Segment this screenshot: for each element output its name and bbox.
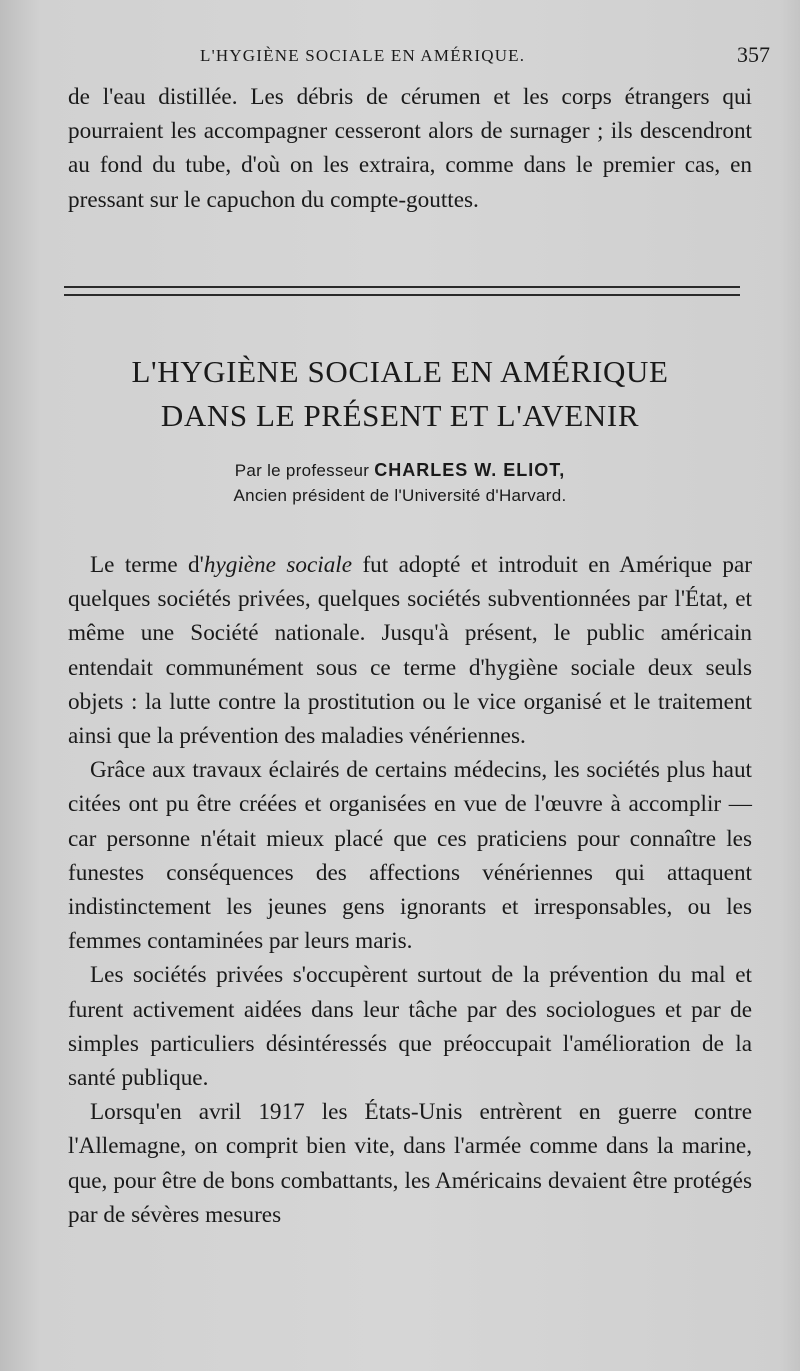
running-head: [70, 42, 770, 72]
paragraph-3: Les sociétés privées s'occupèrent surtout de la prévention du mal et furent activement aidées dans leur tâche par des sociologues et par de simples particuliers désintéressés que préoccupait l'amélioration de la santé publique.: [68, 962, 752, 1092]
paragraph-4: Lorsqu'en avril 1917 les États-Unis entrèrent en guerre contre l'Allemagne, on comprit bien vite, dans l'armée comme dans la marine, que, pour être de bons combattants, les Américains devaient être protégés par de sévères mesures: [68, 1099, 752, 1228]
paragraph-1-emphasis: hygiène sociale: [203, 552, 353, 578]
author-name: CHARLES W. ELIOT,: [374, 460, 566, 480]
article-title: [0, 350, 800, 438]
divider-rule-bottom: [64, 294, 740, 296]
divider-rule-top: [64, 286, 740, 288]
article-body: [68, 548, 752, 1232]
author-line: [0, 458, 800, 483]
title-line-2: DANS LE PRÉSENT ET L'AVENIR: [160, 398, 640, 433]
section-divider: [64, 286, 740, 296]
paragraph-2: Grâce aux travaux éclairés de certains médecins, les sociétés plus haut citées ont pu être créées et organisées en vue de l'œuvre à accomplir — car personne n'était mieux placé que ces praticiens pour connaître les funestes conséquences des affections vénériennes qui attaquent indistinctement les jeunes gens ignorants et irresponsables, ou les femmes contaminées par leurs maris.: [68, 757, 752, 955]
paragraph-1-rest: fut adopté et introduit en Amérique par quelques sociétés privées, quelques sociétés subventionnées par l'État, et même une Société nationale. Jusqu'à présent, le public américain entendait communément sous ce terme d'hygiène sociale deux seuls objets : la lutte contre la prostitution ou le vice organisé et le traitement ainsi que la prévention des maladies vénériennes.: [68, 552, 753, 750]
page-number: 357: [737, 42, 770, 67]
byline: [0, 458, 800, 508]
author-affiliation: Ancien président de l'Université d'Harvard.: [233, 486, 567, 505]
paragraph-1: [68, 548, 752, 753]
continuation-paragraph: de l'eau distillée. Les débris de cérumen et les corps étrangers qui pourraient les accompagner cesseront alors de surnager ; ils descendront au fond du tube, d'où on les extraira, comme dans le premier cas, en pressant sur le capuchon du compte-gouttes.: [68, 84, 752, 213]
title-line-1: L'HYGIÈNE SOCIALE EN AMÉRIQUE: [131, 354, 669, 389]
paragraph-1-start: Le terme d': [90, 552, 204, 578]
running-title: L'HYGIÈNE SOCIALE EN AMÉRIQUE.: [200, 46, 526, 65]
byline-prefix: Par le professeur: [234, 461, 375, 480]
continuation-text: [68, 80, 752, 217]
